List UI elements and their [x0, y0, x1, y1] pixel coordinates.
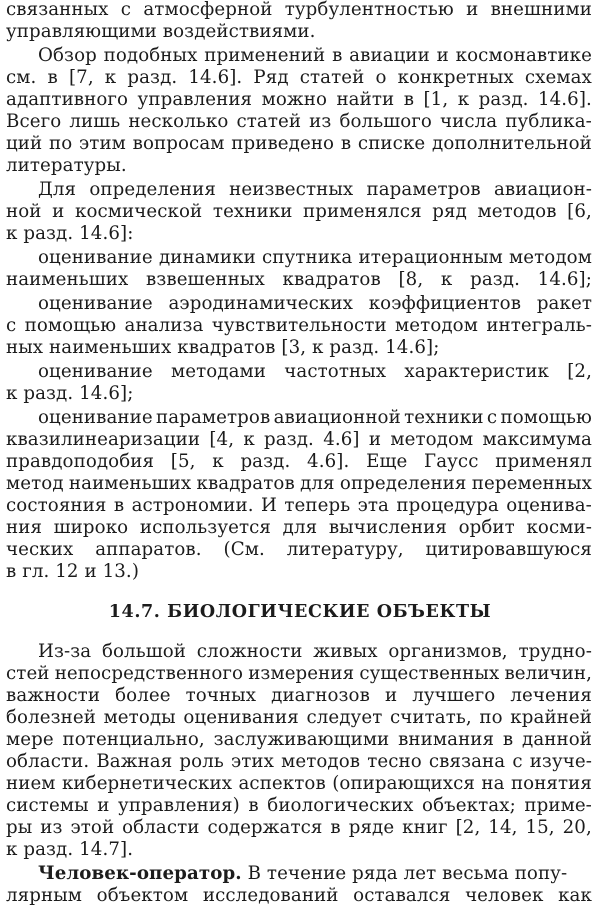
word: данной: [522, 729, 592, 750]
word: ческих: [6, 539, 74, 560]
text-line: ных наименьших квадратов [3, к разд. 14.6];: [6, 337, 440, 358]
word: мере: [6, 729, 54, 750]
word: вычисления: [328, 517, 447, 538]
text-line: [0, 662, 600, 686]
word: турбулентностью: [284, 0, 454, 20]
word: методы: [103, 707, 176, 728]
word: применял: [495, 451, 592, 472]
word: к: [457, 89, 470, 110]
text-line: [0, 88, 600, 112]
text-line: литературы.: [6, 155, 127, 176]
word: объектах;: [422, 795, 516, 816]
word: атмосферной: [143, 0, 273, 20]
word: определения: [339, 473, 467, 494]
word: оценивание: [38, 361, 153, 382]
word: разд.: [478, 89, 529, 110]
word: изуче-: [529, 751, 592, 772]
word: к: [212, 451, 224, 472]
word: динамики: [158, 247, 256, 268]
word: статей: [299, 67, 365, 88]
word: живых: [313, 641, 378, 662]
text-line: [0, 728, 600, 752]
word: оценивания: [183, 707, 299, 728]
text-line: [0, 538, 600, 562]
text-run: В течение ряда лет весьма попу-: [241, 863, 568, 884]
text-line: [0, 640, 600, 664]
word: ной: [6, 201, 42, 222]
word: правдоподобия: [6, 451, 155, 472]
word: чувствительности: [211, 315, 387, 336]
word: для: [300, 473, 335, 494]
word: 4.6]: [323, 429, 360, 450]
word: применялся: [303, 201, 422, 222]
word: Важная: [96, 751, 173, 772]
word: тесно: [367, 751, 422, 772]
word: к: [104, 67, 117, 88]
word: Для: [38, 179, 77, 200]
word: подобных: [103, 45, 198, 66]
text-line: [0, 472, 600, 496]
word: цитировавшуюся: [425, 539, 592, 560]
word: исследований: [202, 885, 339, 906]
word: (См.: [223, 539, 265, 560]
word: оценива-: [506, 495, 592, 516]
word: И: [260, 495, 277, 516]
text-line: к разд. 14.6]:: [6, 223, 134, 244]
word: [8,: [398, 269, 424, 290]
word: параметров: [156, 407, 271, 428]
word: в: [340, 133, 352, 154]
word: из: [309, 111, 332, 132]
word: в: [403, 89, 415, 110]
word: ций: [6, 133, 43, 154]
word: точных: [185, 685, 257, 706]
word: методом: [395, 315, 478, 336]
word: астрономии.: [131, 495, 254, 516]
word: с: [120, 0, 132, 20]
word: квазилинеаризации: [6, 429, 201, 450]
word: косми-: [526, 517, 592, 538]
word: в: [113, 495, 125, 516]
text-line: [0, 66, 600, 90]
word: [1,: [423, 89, 449, 110]
word: списке: [357, 133, 426, 154]
word: анализа: [124, 315, 204, 336]
word: можно: [261, 89, 327, 110]
word: Гаусс: [424, 451, 479, 472]
word: метод: [6, 473, 64, 494]
word: на: [481, 773, 505, 794]
word: литературу,: [286, 539, 404, 560]
word: применений: [204, 45, 326, 66]
word: разд.: [470, 269, 520, 290]
word: связанных: [6, 0, 109, 20]
word: внешними: [490, 0, 592, 20]
text-line: [0, 862, 600, 886]
word: трудно-: [518, 641, 592, 662]
word: книг: [402, 817, 448, 838]
word: 20,: [562, 817, 592, 838]
word: разд.: [127, 67, 178, 88]
run-in-heading: Человек-оператор.: [38, 863, 242, 884]
word: аспектов: [238, 773, 326, 794]
word: максимума: [482, 429, 592, 450]
word: методами: [170, 361, 267, 382]
word: и: [52, 201, 65, 222]
word: 14,: [488, 817, 518, 838]
word: 4.6].: [307, 451, 350, 472]
word: орбит: [458, 517, 515, 538]
word: в: [248, 795, 259, 816]
text-line: к разд. 14.7].: [6, 839, 134, 860]
word: найти: [336, 89, 395, 110]
word: ряде: [348, 817, 395, 838]
word: управления: [137, 89, 253, 110]
word: болезней: [6, 707, 96, 728]
word: и: [97, 795, 110, 816]
text-line: [0, 884, 600, 908]
word: космонавтике: [455, 45, 592, 66]
word: кибернетических: [61, 773, 233, 794]
word: итерационным: [358, 247, 503, 268]
word: дополнительной: [432, 133, 592, 154]
word: роль: [179, 751, 224, 772]
text-line: [0, 428, 600, 452]
word: по: [48, 133, 73, 154]
word: большой: [101, 641, 186, 662]
word: с: [512, 751, 523, 772]
text-line: [0, 750, 600, 774]
text-line: [0, 450, 600, 474]
word: методом: [509, 247, 592, 268]
word: как: [558, 885, 592, 906]
word: оставался: [353, 885, 451, 906]
word: методов: [281, 751, 361, 772]
word: существенных: [359, 663, 500, 684]
word: и: [466, 0, 479, 20]
word: приме-: [524, 795, 592, 816]
word: вопросам: [132, 133, 225, 154]
word: с: [6, 315, 17, 336]
word: наименьших: [6, 269, 129, 290]
word: связана: [428, 751, 506, 772]
word: области: [122, 817, 200, 838]
word: о: [375, 67, 387, 88]
text-line: [0, 110, 600, 134]
word: [5,: [170, 451, 196, 472]
word: потенциально,: [62, 729, 205, 750]
word: оценивание: [38, 293, 153, 314]
text-line: [0, 684, 600, 708]
word: в: [502, 729, 514, 750]
word: внимания: [398, 729, 495, 750]
word: 15,: [525, 817, 555, 838]
word: неизвестных: [229, 179, 354, 200]
text-line: [0, 44, 600, 68]
word: методом: [390, 429, 474, 450]
word: наименьших: [68, 473, 192, 494]
word: к: [440, 269, 453, 290]
word: характеристик: [404, 361, 549, 382]
text-line: [0, 178, 600, 202]
word: объектом: [96, 885, 189, 906]
word: техники: [212, 201, 293, 222]
text-line: [0, 246, 600, 270]
text-line: [0, 200, 600, 224]
word: аппаратов.: [95, 539, 202, 560]
word: [6,: [567, 201, 592, 222]
word: широко: [53, 517, 129, 538]
word: [2,: [455, 817, 481, 838]
word: непосредственного: [54, 663, 244, 684]
word: коэффициентов: [368, 293, 522, 314]
word: лишь: [69, 111, 121, 132]
word: управления): [118, 795, 240, 816]
word: параметров: [366, 179, 481, 200]
text-line: [0, 132, 600, 156]
word: статей: [236, 111, 302, 132]
word: см.: [6, 67, 37, 88]
text-line: [0, 816, 600, 840]
text-line: управляющими воздействиями.: [6, 21, 316, 42]
text-line: [0, 406, 600, 430]
word: большого: [339, 111, 432, 132]
word: конкретных: [397, 67, 514, 88]
word: по: [479, 707, 503, 728]
word: лечения: [510, 685, 592, 706]
word: [4,: [209, 429, 235, 450]
word: в: [47, 67, 58, 88]
text-line: [0, 0, 600, 22]
word: разд.: [264, 429, 314, 450]
word: авиации: [349, 45, 430, 66]
word: космической: [74, 201, 203, 222]
word: измерения: [248, 663, 355, 684]
word: диагнозов: [271, 685, 370, 706]
word: человек: [465, 885, 544, 906]
word: Ряд: [253, 67, 289, 88]
section-heading: 14.7. БИОЛОГИЧЕСКИЕ ОБЪЕКТЫ: [108, 602, 492, 622]
word: процедура: [396, 495, 499, 516]
word: стей: [6, 663, 50, 684]
word: заслуживающими: [213, 729, 390, 750]
word: ния: [6, 517, 43, 538]
word: публика-: [505, 111, 592, 132]
word: эта: [357, 495, 389, 516]
text-line: в гл. 12 и 13.): [6, 561, 140, 582]
word: 14.6].: [537, 89, 592, 110]
word: определения: [89, 179, 216, 200]
word: помощью: [500, 407, 592, 428]
word: этой: [70, 817, 115, 838]
word: несколько: [128, 111, 229, 132]
word: состояния: [6, 495, 107, 516]
word: приведено: [231, 133, 335, 154]
word: разд.: [240, 451, 291, 472]
word: следует: [306, 707, 383, 728]
text-line: [0, 772, 600, 796]
word: этим: [79, 133, 126, 154]
word: числа: [440, 111, 498, 132]
word: важности: [6, 685, 101, 706]
word: авиацион-: [493, 179, 592, 200]
text-line: [0, 494, 600, 518]
word: ряд: [432, 201, 467, 222]
word: и: [368, 429, 382, 450]
word: [2,: [567, 361, 592, 382]
word: Из-за: [38, 641, 92, 662]
word: величин,: [504, 663, 592, 684]
word: частотных: [284, 361, 387, 382]
word: этих: [230, 751, 274, 772]
word: Обзор: [38, 45, 97, 66]
word: содержатся: [207, 817, 323, 838]
word: в: [330, 817, 341, 838]
word: оценивание: [38, 247, 153, 268]
word: ры: [6, 817, 33, 838]
word: спутника: [262, 247, 353, 268]
word: 14.6].: [188, 67, 243, 88]
word: с: [486, 407, 498, 428]
text-line: [0, 516, 600, 540]
word: к: [243, 429, 255, 450]
word: считать,: [390, 707, 472, 728]
word: [7,: [68, 67, 94, 88]
word: аэродинамических: [168, 293, 353, 314]
word: ракет: [536, 293, 592, 314]
text-line: [0, 706, 600, 730]
word: 14.6];: [537, 269, 592, 290]
text-line: [0, 360, 600, 384]
word: и: [384, 685, 398, 706]
text-line: [0, 268, 600, 292]
word: Еще: [366, 451, 408, 472]
word: помощью: [24, 315, 117, 336]
word: адаптивного: [6, 89, 129, 110]
word: оценивание: [38, 407, 153, 428]
word: теперь: [284, 495, 351, 516]
word: из: [40, 817, 63, 838]
text-line: [0, 314, 600, 338]
word: квадратов: [196, 473, 295, 494]
word: переменных: [471, 473, 592, 494]
word: Всего: [6, 111, 62, 132]
word: более: [115, 685, 171, 706]
word: методов: [477, 201, 557, 222]
word: (опирающихся: [332, 773, 475, 794]
text-line: к разд. 14.6];: [6, 383, 134, 404]
word: понятия: [510, 773, 592, 794]
word: системы: [6, 795, 89, 816]
word: взвешенных: [146, 269, 265, 290]
word: лярным: [6, 885, 83, 906]
word: в: [332, 45, 343, 66]
word: биологических: [267, 795, 414, 816]
word: нием: [6, 773, 56, 794]
word: организмов,: [388, 641, 508, 662]
word: сложности: [196, 641, 303, 662]
word: техники: [404, 407, 484, 428]
text-line: [0, 292, 600, 316]
word: схемах: [524, 67, 592, 88]
word: квадратов: [282, 269, 381, 290]
word: интеграль-: [486, 315, 592, 336]
word: лучшего: [412, 685, 496, 706]
word: используется: [139, 517, 272, 538]
word: авиационной: [273, 407, 401, 428]
text-line: [0, 794, 600, 818]
word: и: [436, 45, 449, 66]
word: для: [282, 517, 318, 538]
word: крайней: [510, 707, 592, 728]
word: области.: [6, 751, 90, 772]
